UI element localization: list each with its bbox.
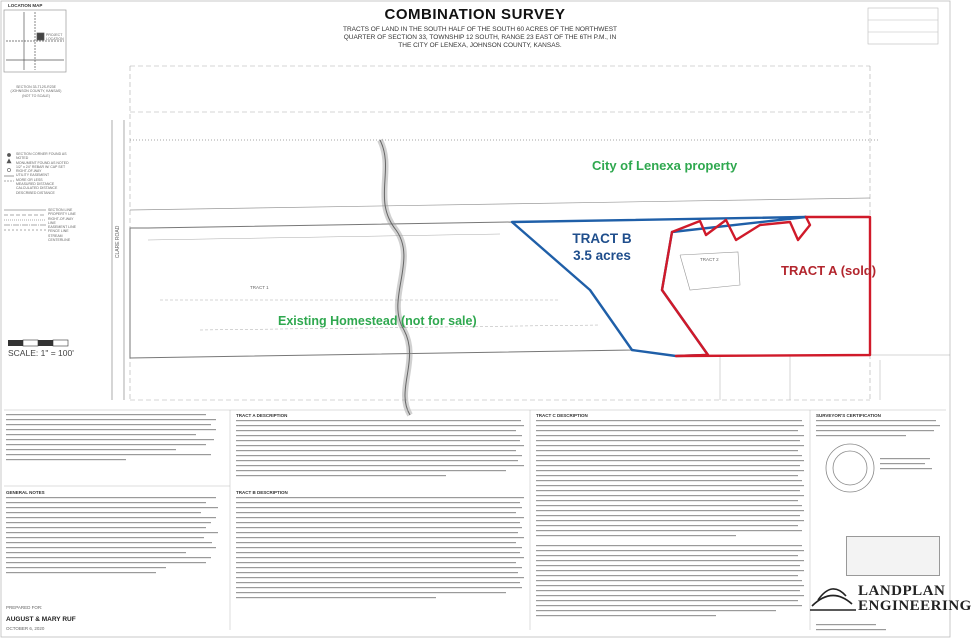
legend-item: FENCE LINE bbox=[48, 229, 69, 234]
location-map-note: SECTION 33-T12S-R23E (JOHNSON COUNTY, KANSAS) (NOT TO SCALE) bbox=[10, 85, 62, 98]
date-label: OCTOBER 6, 2020 bbox=[6, 626, 45, 631]
existing-homestead-label: Existing Homestead (not for sale) bbox=[278, 314, 477, 328]
owner-name: AUGUST & MARY RUF bbox=[6, 616, 76, 623]
landplan-logo-text bbox=[858, 584, 972, 614]
logo-line-1: LANDPLAN bbox=[858, 583, 946, 599]
surveyor-certification-heading: SURVEYOR'S CERTIFICATION bbox=[816, 413, 881, 418]
tract-1-label: TRACT 1 bbox=[250, 285, 269, 290]
city-of-lenexa-label: City of Lenexa property bbox=[592, 158, 738, 173]
compliance-stamp bbox=[846, 536, 940, 576]
tract-2-label: TRACT 2 bbox=[700, 257, 719, 262]
tract-a-description-heading: TRACT A DESCRIPTION bbox=[236, 413, 288, 418]
prepared-for-label: PREPARED FOR: bbox=[6, 605, 43, 610]
legend-item: RIGHT-OF-WAY bbox=[16, 169, 42, 174]
fine-print-lines bbox=[6, 414, 940, 630]
legend-item: RIGHT-OF-WAY LINE bbox=[48, 216, 74, 225]
legend-item: CALCULATED DISTANCE bbox=[16, 186, 58, 191]
general-notes-heading: GENERAL NOTES bbox=[6, 490, 45, 495]
legend-item: 1/2" x 24" REBAR W/ CAP SET bbox=[16, 164, 66, 169]
tract-a-label: TRACT A (sold) bbox=[781, 263, 877, 278]
legend-item: EASEMENT LINE bbox=[48, 225, 76, 230]
legend-item: UTILITY EASEMENT bbox=[16, 173, 50, 178]
legend-item: STREAM CENTERLINE bbox=[48, 233, 71, 243]
road-label: CLARE ROAD bbox=[114, 225, 121, 259]
legend-item: MORE OR LESS bbox=[16, 177, 43, 182]
legend-item: SECTION LINE bbox=[48, 208, 73, 212]
page-title: COMBINATION SURVEY bbox=[384, 6, 566, 23]
legend-item: MEASURED DISTANCE bbox=[16, 182, 55, 187]
project-location-label: PROJECT LOCATION bbox=[46, 33, 64, 42]
tract-c-description-heading: TRACT C DESCRIPTION bbox=[536, 413, 588, 418]
legend-item: MONUMENT FOUND AS NOTED bbox=[16, 160, 69, 165]
tract-b-description-heading: TRACT B DESCRIPTION bbox=[236, 490, 288, 495]
legend-item: SECTION CORNER FOUND AS NOTED bbox=[16, 152, 67, 161]
tract-b-name: TRACT B bbox=[572, 231, 632, 246]
location-map-heading: LOCATION MAP bbox=[8, 3, 43, 8]
scale-label: SCALE: 1" = 100' bbox=[8, 348, 74, 358]
legend-item: PROPERTY LINE bbox=[48, 212, 76, 217]
legend-item: DESCRIBED DISTANCE bbox=[16, 190, 55, 195]
logo-line-2: ENGINEERING bbox=[858, 598, 972, 614]
tract-b-acreage: 3.5 acres bbox=[573, 248, 631, 263]
page-subtitle: TRACTS OF LAND IN THE SOUTH HALF OF THE SOUTH 60 ACRES OF THE NORTHWEST QUARTER OF SECTION 33, TOWNSHIP 12 SOUTH, RANGE 23 EAST OF THE 6TH P.M., IN THE CITY OF LENEXA, JOHNSON COUNTY, KANSAS. bbox=[343, 26, 617, 49]
